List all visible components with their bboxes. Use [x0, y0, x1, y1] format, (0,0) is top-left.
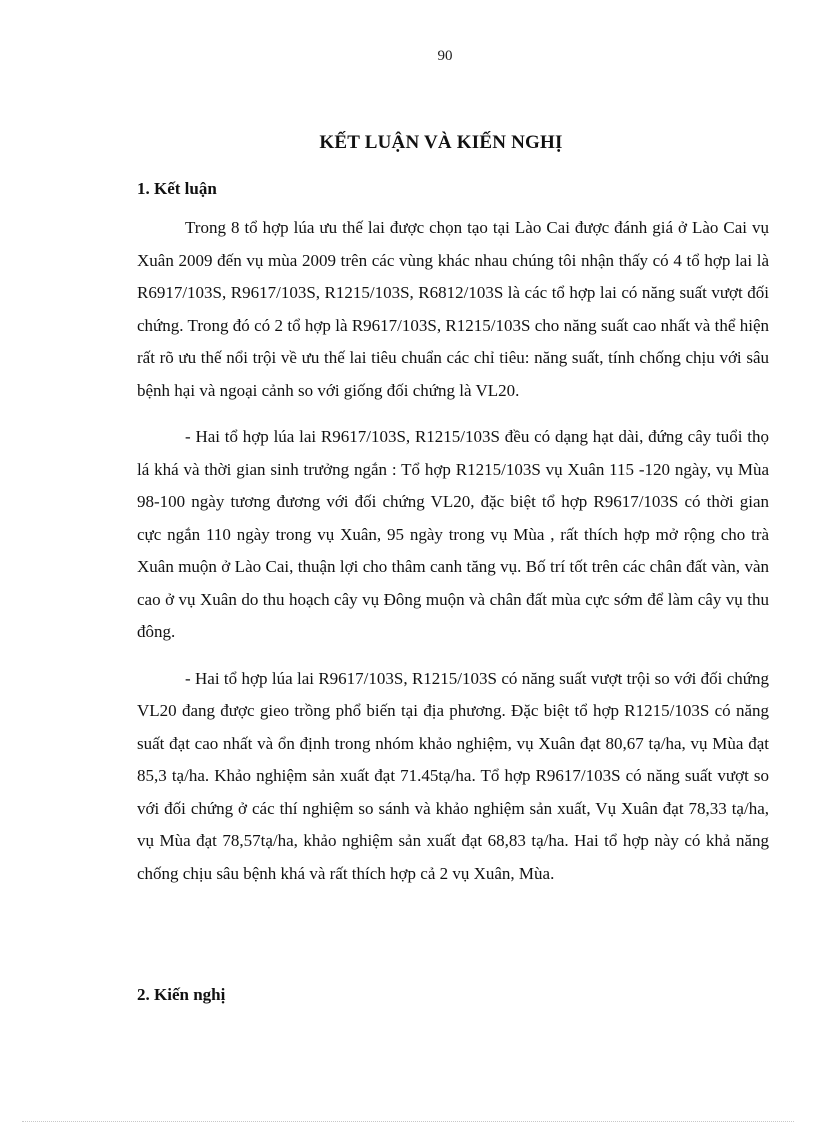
page-title: KẾT LUẬN VÀ KIẾN NGHỊ [319, 132, 563, 153]
section-heading-conclusion: 1. Kết luận [137, 179, 217, 198]
body-text [137, 212, 769, 904]
paragraph: - Hai tổ hợp lúa lai R9617/103S, R1215/103S đều có dạng hạt dài, đứng cây tuổi thọ lá khá và thời gian sinh trưởng ngắn : Tổ hợp R1215/103S vụ Xuân 115 -120 ngày, vụ Mùa 98-100 ngày tương đương với đối chứng VL20, đặc biệt tổ hợp R9617/103S có thời gian cực ngắn 110 ngày trong vụ Xuân, 95 ngày trong vụ Mùa , rất thích hợp mở rộng cho trà Xuân muộn ở Lào Cai, thuận lợi cho thâm canh tăng vụ. Bố trí tốt trên các chân đất vàn, vàn cao ở vụ Xuân do thu hoạch cây vụ Đông muộn và chân đất mùa cực sớm để làm cây vụ thu đông. [137, 427, 769, 641]
paragraph: - Hai tổ hợp lúa lai R9617/103S, R1215/103S có năng suất vượt trội so với đối chứng VL20 đang được gieo trồng phổ biến tại địa phương. Đặc biệt tổ hợp R1215/103S có năng suất đạt cao nhất và ổn định trong nhóm khảo nghiệm, vụ Xuân đạt 80,67 tạ/ha, vụ Mùa đạt 85,3 tạ/ha. Khảo nghiệm sản xuất đạt 71.45tạ/ha. Tổ hợp R9617/103S có năng suất vượt so với đối chứng ở các thí nghiệm so sánh và khảo nghiệm sản xuất, Vụ Xuân đạt 78,33 tạ/ha, vụ Mùa đạt 78,57tạ/ha, khảo nghiệm sản xuất đạt 68,83 tạ/ha. Hai tổ hợp này có khả năng chống chịu sâu bệnh khá và rất thích hợp cả 2 vụ Xuân, Mùa. [137, 668, 769, 883]
section-heading-recommendation: 2. Kiến nghị [137, 985, 226, 1004]
page-number: 90 [437, 48, 453, 64]
bottom-divider [22, 1121, 794, 1122]
paragraph: Trong 8 tổ hợp lúa ưu thế lai được chọn tạo tại Lào Cai được đánh giá ở Lào Cai vụ Xuân 2009 đến vụ mùa 2009 trên các vùng khác nhau chúng tôi nhận thấy có 4 tổ hợp lai là R6917/103S, R9617/103S, R1215/103S, R6812/103S là các tổ hợp lai có năng suất vượt đối chứng. Trong đó có 2 tổ hợp là R9617/103S, R1215/103S cho năng suất cao nhất và thể hiện rất rõ ưu thế nổi trội về ưu thế lai tiêu chuẩn các chỉ tiêu: năng suất, tính chống chịu với sâu bệnh hại và ngoại cảnh so với giống đối chứng là VL20. [137, 218, 769, 400]
